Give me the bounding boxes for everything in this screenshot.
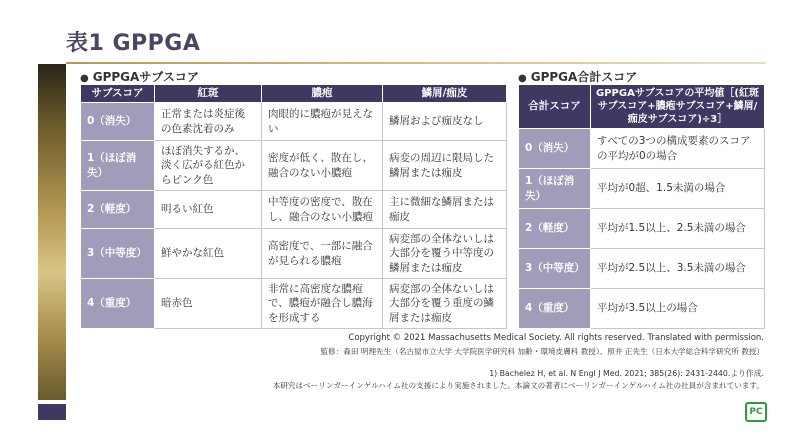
row-header-total-1: 1（ほぼ消失） (519, 169, 591, 209)
row-header-score-0: 0（消失） (81, 103, 155, 141)
col-header-subscore: サブスコア (81, 85, 155, 103)
scaling-cell: 主に微細な鱗屑または痂皮 (383, 191, 507, 229)
total-score-header-row (519, 85, 765, 129)
total-score-table (518, 84, 765, 329)
purple-corner-bar (38, 404, 66, 420)
supervision-credit: 監修：森田 明理先生（名古屋市立大学 大学院医学研究科 加齢・環境皮膚科 教授）、照井 正先生（日本大学総合科学研究所 教授） (320, 347, 764, 356)
title-underline (66, 62, 766, 64)
row-header-total-3: 3（中等度） (519, 249, 591, 289)
col-header-erythema: 紅斑 (155, 85, 262, 103)
table-row (519, 289, 765, 329)
pustules-cell: 非常に高密度な膿疱で、膿疱が融合し膿海を形成する (262, 279, 383, 329)
average-description-cell: 平均が2.5以上、3.5未満の場合 (591, 249, 765, 289)
average-description-cell: すべての3つの構成要素のスコアの平均が0の場合 (591, 129, 765, 169)
reference-citation: 1) Bachelez H, et al. N Engl J Med. 2021; 385(26): 2431-2440.より作成. (489, 369, 764, 378)
table-row (81, 141, 507, 191)
table-row (519, 209, 765, 249)
pustules-cell: 中等度の密度で、散在し、融合のない小膿疱 (262, 191, 383, 229)
subscore-section-title-text: GPPGAサブスコア (92, 70, 199, 84)
erythema-cell: 暗赤色 (155, 279, 262, 329)
subscore-section-title (80, 68, 199, 85)
subscore-header-row (81, 85, 507, 103)
scaling-cell: 病変の周辺に限局した鱗屑または痂皮 (383, 141, 507, 191)
average-description-cell: 平均が3.5以上の場合 (591, 289, 765, 329)
pc-logo-icon: PC (745, 402, 767, 422)
col-header-average: GPPGAサブスコアの平均値［(紅斑サブスコア+膿疱サブスコア+鱗屑/痂皮サブスコア)÷3］ (591, 85, 765, 129)
table-row (519, 169, 765, 209)
col-header-pustules: 膿疱 (262, 85, 383, 103)
row-header-total-0: 0（消失） (519, 129, 591, 169)
scaling-cell: 病変部の全体ないしは大部分を覆う重度の鱗屑または痂皮 (383, 279, 507, 329)
table-row (81, 191, 507, 229)
erythema-cell: 鮮やかな紅色 (155, 229, 262, 279)
average-description-cell: 平均が0超、1.5未満の場合 (591, 169, 765, 209)
table-row (81, 103, 507, 141)
col-header-scaling: 鱗屑/痂皮 (383, 85, 507, 103)
row-header-total-2: 2（軽度） (519, 209, 591, 249)
col-header-total-score: 合計スコア (519, 85, 591, 129)
gold-side-bar (38, 64, 66, 400)
bullet-icon: ● (80, 73, 89, 84)
copyright-notice: Copyright © 2021 Massachusetts Medical Society. All rights reserved. Translated with permission. (348, 333, 764, 343)
row-header-score-3: 3（中等度） (81, 229, 155, 279)
erythema-cell: 明るい紅色 (155, 191, 262, 229)
erythema-cell: 正常または炎症後の色素沈着のみ (155, 103, 262, 141)
table-row (519, 249, 765, 289)
table-row (81, 229, 507, 279)
pustules-cell: 高密度で、一部に融合が見られる膿疱 (262, 229, 383, 279)
total-score-section-title (518, 68, 637, 85)
pustules-cell: 密度が低く、散在し、融合のない小膿疱 (262, 141, 383, 191)
row-header-score-1: 1（ほぼ消失） (81, 141, 155, 191)
average-description-cell: 平均が1.5以上、2.5未満の場合 (591, 209, 765, 249)
slide-title: 表1 GPPGA (66, 31, 201, 56)
scaling-cell: 病変部の全体ないしは大部分を覆う中等度の鱗屑または痂皮 (383, 229, 507, 279)
total-score-section-title-text: GPPGA合計スコア (530, 70, 638, 84)
subscore-table (80, 84, 507, 329)
bullet-icon: ● (518, 73, 527, 84)
table-row (519, 129, 765, 169)
sponsor-disclaimer: 本研究はベーリンガーインゲルハイム社の支援により実施されました。本論文の著者にベーリンガーインゲルハイム社の社員が含まれています。 (272, 381, 764, 390)
erythema-cell: ほぼ消失するか、淡く広がる紅色からピンク色 (155, 141, 262, 191)
scaling-cell: 鱗屑および痂皮なし (383, 103, 507, 141)
row-header-total-4: 4（重度） (519, 289, 591, 329)
row-header-score-4: 4（重度） (81, 279, 155, 329)
pustules-cell: 肉眼的に膿疱が見えない (262, 103, 383, 141)
table-row (81, 279, 507, 329)
row-header-score-2: 2（軽度） (81, 191, 155, 229)
